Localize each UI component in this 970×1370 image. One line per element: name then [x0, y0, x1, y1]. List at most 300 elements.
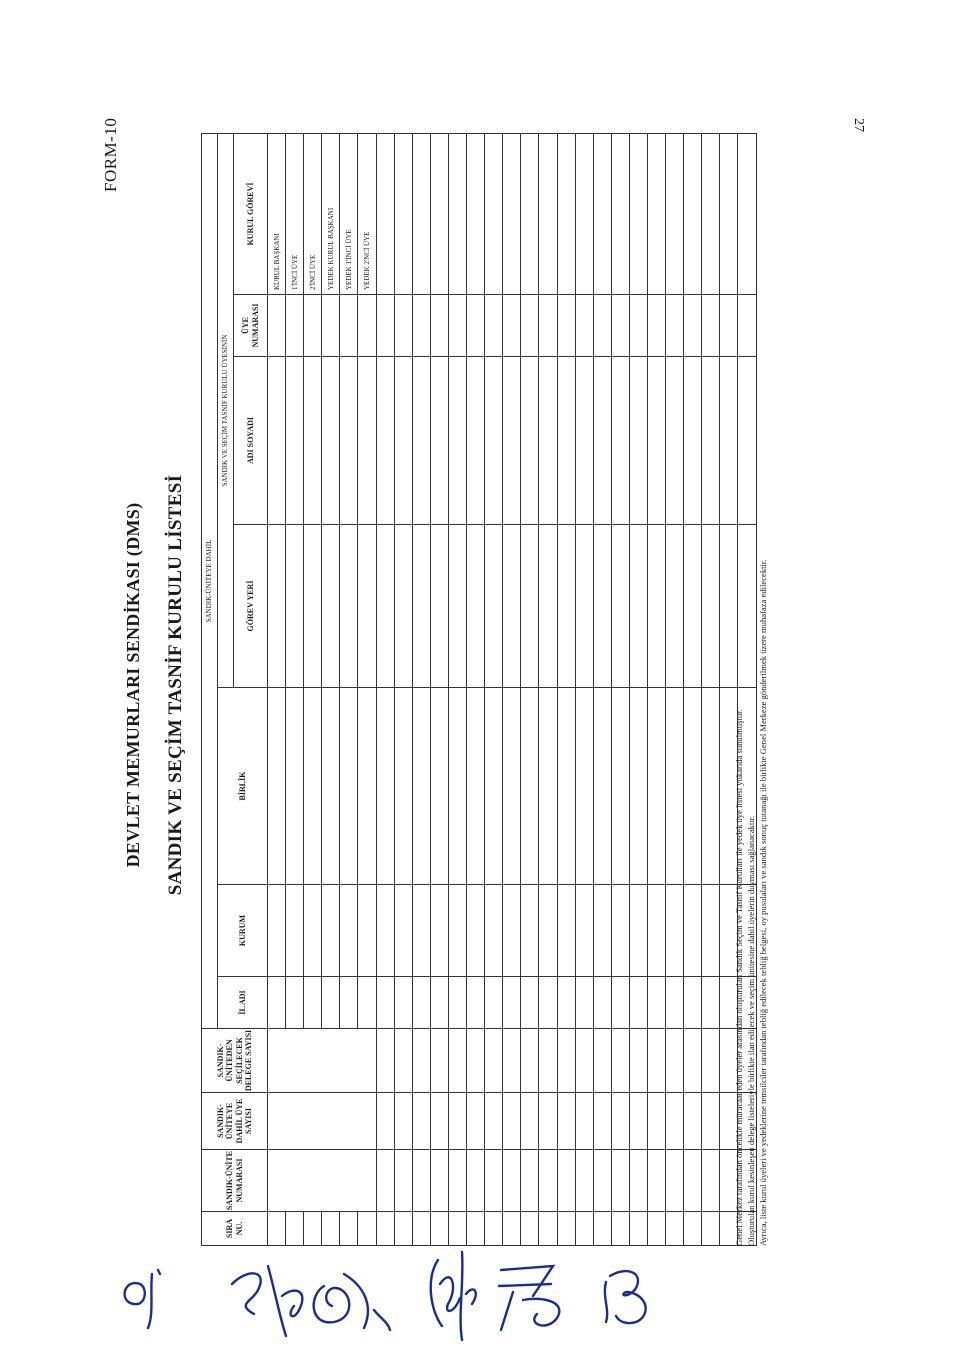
cell [448, 977, 466, 1029]
cell [521, 1093, 539, 1150]
cell [666, 357, 684, 525]
cell [521, 1212, 539, 1246]
cell [539, 1212, 557, 1246]
cell [666, 1150, 684, 1212]
cell [629, 885, 647, 977]
cell [430, 525, 448, 688]
cell-kurul-gorevi: 1'İNCİ ÜYE [286, 133, 304, 294]
organization-title: DEVLET MEMURLARI SENDİKASI (DMS) [123, 502, 143, 868]
cell [376, 688, 394, 885]
cell [593, 357, 611, 525]
cell [557, 357, 575, 525]
cell [376, 1150, 394, 1212]
cell [412, 1150, 430, 1212]
header-birlik: BİRLİK [218, 688, 268, 885]
cell [611, 977, 629, 1029]
table-row [702, 133, 720, 1245]
cell [485, 295, 503, 357]
cell [376, 1093, 394, 1150]
cell [467, 295, 485, 357]
cell [322, 977, 340, 1029]
cell [575, 1029, 593, 1093]
cell [268, 885, 286, 977]
cell [376, 1029, 394, 1093]
cell [702, 688, 720, 885]
cell [611, 295, 629, 357]
cell [394, 885, 412, 977]
header-uye-sayisi: SANDIK-ÜNİTEYE DAHİL ÜYE SAYISI [202, 1093, 268, 1150]
cell [340, 885, 358, 977]
cell-kurul-gorevi [702, 133, 720, 294]
cell [467, 1093, 485, 1150]
cell-kurul-gorevi [448, 133, 466, 294]
document-title: SANDIK VE SEÇİM TASNİF KURULU LİSTESİ [165, 474, 186, 896]
cell [684, 1093, 702, 1150]
cell-kurul-gorevi [430, 133, 448, 294]
cell [702, 295, 720, 357]
cell [430, 688, 448, 885]
signature-3 [418, 1244, 492, 1346]
cell [647, 295, 665, 357]
cell [485, 525, 503, 688]
cell [304, 525, 322, 688]
group-header-sandik-uniteye-dahil: SANDIK-ÜNİTEYE DAHİL [202, 133, 218, 1028]
cell [376, 885, 394, 977]
committee-table [201, 133, 757, 1246]
footnote: Ayrıca, liste kurul üyeleri ve yedeklerine temsilciler tarafından tebliğ edilecek tebliğ belgesi, oy pusulaları ve sandık sonuç tutanağı ile birlikte Genel Merkeze gönderilmek üzere muhafaza edilecektir. [758, 559, 768, 1246]
footnote: Genel Merkez tarafından öncelikle müracaat eden üyeler arasından oluşturulan Sandık Seçim ve Tasnif Kurulları ile yedek üye listesi yukarıda sunulmuştur. [734, 709, 744, 1246]
cell-delege-sayisi [268, 1029, 377, 1093]
table-row [430, 133, 448, 1245]
cell [304, 885, 322, 977]
rotated-page-content [85, 0, 785, 1370]
cell [448, 1029, 466, 1093]
header-adi-soyadi: ADI SOYADI [234, 357, 268, 525]
cell [448, 1212, 466, 1246]
signature-2 [224, 1256, 394, 1348]
cell [521, 688, 539, 885]
cell [575, 357, 593, 525]
table-row [593, 133, 611, 1245]
signature-4 [493, 1256, 575, 1336]
cell [430, 1150, 448, 1212]
cell-kurul-gorevi [575, 133, 593, 294]
cell-kurul-gorevi [611, 133, 629, 294]
cell [340, 688, 358, 885]
table-row [412, 133, 430, 1245]
cell-kurul-gorevi: 2'İNCİ ÜYE [304, 133, 322, 294]
cell [647, 688, 665, 885]
cell-kurul-gorevi: YEDEK KURUL BAŞKANI [322, 133, 340, 294]
cell-kurul-gorevi [376, 133, 394, 294]
cell-kurul-gorevi: YEDEK 1'İNCİ ÜYE [340, 133, 358, 294]
cell-kurul-gorevi [539, 133, 557, 294]
cell-kurul-gorevi [629, 133, 647, 294]
cell [557, 1212, 575, 1246]
cell [593, 1093, 611, 1150]
cell [376, 295, 394, 357]
cell [647, 885, 665, 977]
table-row [611, 133, 629, 1245]
cell [647, 977, 665, 1029]
cell [286, 525, 304, 688]
table-row [666, 133, 684, 1245]
cell [684, 1150, 702, 1212]
cell [322, 1212, 340, 1246]
cell [394, 357, 412, 525]
table-row [467, 133, 485, 1245]
cell [702, 357, 720, 525]
table-row [394, 133, 412, 1245]
cell [557, 1150, 575, 1212]
cell [430, 1212, 448, 1246]
cell [412, 295, 430, 357]
cell [485, 885, 503, 977]
cell [340, 977, 358, 1029]
cell [268, 688, 286, 885]
cell [448, 885, 466, 977]
cell [412, 885, 430, 977]
cell [340, 1212, 358, 1246]
cell [611, 688, 629, 885]
cell [503, 885, 521, 977]
cell [539, 1150, 557, 1212]
cell [593, 525, 611, 688]
cell [666, 1029, 684, 1093]
cell [358, 357, 376, 525]
cell [557, 1029, 575, 1093]
cell [629, 688, 647, 885]
cell [358, 977, 376, 1029]
cell [412, 1093, 430, 1150]
cell [467, 688, 485, 885]
cell [684, 357, 702, 525]
cell [539, 885, 557, 977]
cell [394, 977, 412, 1029]
cell [394, 1029, 412, 1093]
cell [394, 295, 412, 357]
cell [666, 295, 684, 357]
cell [358, 525, 376, 688]
cell [684, 688, 702, 885]
cell [611, 885, 629, 977]
cell [376, 977, 394, 1029]
cell [684, 295, 702, 357]
cell [430, 295, 448, 357]
cell [684, 525, 702, 688]
cell [448, 1093, 466, 1150]
signature-5 [596, 1262, 658, 1328]
cell [593, 885, 611, 977]
cell-kurul-gorevi [521, 133, 539, 294]
cell [647, 357, 665, 525]
cell [521, 525, 539, 688]
cell [304, 977, 322, 1029]
cell [340, 525, 358, 688]
cell [467, 977, 485, 1029]
cell [629, 1093, 647, 1150]
signature-1 [112, 1262, 188, 1332]
cell [448, 295, 466, 357]
cell-kurul-gorevi [412, 133, 430, 294]
table-row [521, 133, 539, 1245]
cell [268, 525, 286, 688]
cell [286, 885, 304, 977]
cell [647, 1212, 665, 1246]
cell [557, 885, 575, 977]
cell [503, 525, 521, 688]
cell [268, 977, 286, 1029]
header-delege-sayisi: SANDIK-ÜNİTEDEN SEÇİLECEK DELEGE SAYISI [202, 1029, 268, 1093]
cell [503, 1212, 521, 1246]
cell [666, 688, 684, 885]
cell [503, 295, 521, 357]
cell [376, 357, 394, 525]
cell [702, 885, 720, 977]
cell [485, 688, 503, 885]
cell [666, 525, 684, 688]
cell [629, 977, 647, 1029]
footnote: Oluşturulan kurul kesinleşen delege listeleriyle birlikte ilan edilecek ve seçim ünitesine dahil üyelerin duyması sağlanacaktır. [746, 815, 756, 1246]
cell [467, 1212, 485, 1246]
cell [286, 1212, 304, 1246]
table-row [575, 133, 593, 1245]
cell [702, 977, 720, 1029]
cell [611, 525, 629, 688]
header-kurum: KURUM [218, 885, 268, 977]
cell [412, 688, 430, 885]
cell [304, 1212, 322, 1246]
cell [557, 525, 575, 688]
form-number: FORM-10 [101, 117, 120, 192]
cell [412, 1029, 430, 1093]
cell [304, 295, 322, 357]
cell [575, 1150, 593, 1212]
cell-kurul-gorevi [647, 133, 665, 294]
cell [611, 1150, 629, 1212]
table-row [629, 133, 647, 1245]
cell [557, 688, 575, 885]
cell [557, 1093, 575, 1150]
table-row [684, 133, 702, 1245]
cell [448, 1150, 466, 1212]
cell [322, 295, 340, 357]
cell [358, 1212, 376, 1246]
cell [702, 1093, 720, 1150]
cell [666, 977, 684, 1029]
cell [611, 1029, 629, 1093]
cell-kurul-gorevi [593, 133, 611, 294]
cell [575, 525, 593, 688]
cell [412, 977, 430, 1029]
cell [702, 1150, 720, 1212]
cell [521, 977, 539, 1029]
cell [521, 357, 539, 525]
cell [521, 1150, 539, 1212]
cell [268, 1212, 286, 1246]
cell [322, 525, 340, 688]
cell [593, 1029, 611, 1093]
footnotes [733, 66, 769, 1246]
cell-sandik-unite-no [268, 1150, 377, 1212]
cell [539, 1093, 557, 1150]
header-kurul-gorevi: KURUL GÖREVİ [234, 133, 268, 294]
cell [702, 1212, 720, 1246]
cell [485, 1212, 503, 1246]
cell [394, 525, 412, 688]
cell [666, 885, 684, 977]
cell [702, 525, 720, 688]
cell [593, 1150, 611, 1212]
cell [485, 1150, 503, 1212]
cell [539, 525, 557, 688]
header-sira-no: SIRA NU. [202, 1212, 268, 1246]
cell [286, 688, 304, 885]
cell [611, 1212, 629, 1246]
cell-kurul-gorevi [557, 133, 575, 294]
cell [575, 1093, 593, 1150]
cell [485, 1029, 503, 1093]
cell [629, 295, 647, 357]
cell [286, 357, 304, 525]
cell [684, 1212, 702, 1246]
cell [448, 525, 466, 688]
cell [286, 295, 304, 357]
cell [666, 1093, 684, 1150]
cell [485, 977, 503, 1029]
table-row [485, 133, 503, 1245]
cell [539, 688, 557, 885]
cell [376, 1212, 394, 1246]
cell [539, 357, 557, 525]
cell-kurul-gorevi [394, 133, 412, 294]
cell [503, 1029, 521, 1093]
cell [521, 295, 539, 357]
cell [521, 1029, 539, 1093]
cell [340, 295, 358, 357]
cell [358, 885, 376, 977]
cell [593, 1212, 611, 1246]
cell [629, 1212, 647, 1246]
cell [575, 1212, 593, 1246]
cell [430, 977, 448, 1029]
cell [394, 1212, 412, 1246]
cell [394, 1093, 412, 1150]
cell [593, 688, 611, 885]
cell [539, 1029, 557, 1093]
cell-kurul-gorevi [485, 133, 503, 294]
cell [575, 688, 593, 885]
cell [412, 1212, 430, 1246]
cell-kurul-gorevi [503, 133, 521, 294]
cell [539, 977, 557, 1029]
cell [358, 688, 376, 885]
cell [647, 1093, 665, 1150]
cell [666, 1212, 684, 1246]
table-row [268, 133, 286, 1245]
cell [593, 977, 611, 1029]
cell [394, 1150, 412, 1212]
cell [575, 295, 593, 357]
cell [340, 357, 358, 525]
cell [430, 1029, 448, 1093]
cell-kurul-gorevi [467, 133, 485, 294]
group-header-kurul-uyesi: SANDIK VE SEÇİM TASNİF KURULU ÜYESİNİN [218, 133, 234, 687]
cell [268, 357, 286, 525]
cell [304, 357, 322, 525]
cell [539, 295, 557, 357]
cell [394, 688, 412, 885]
cell [322, 885, 340, 977]
table-row [448, 133, 466, 1245]
cell [376, 525, 394, 688]
cell [485, 1093, 503, 1150]
cell [412, 357, 430, 525]
cell [647, 525, 665, 688]
cell [521, 885, 539, 977]
cell [647, 1150, 665, 1212]
cell [684, 977, 702, 1029]
cell-kurul-gorevi [684, 133, 702, 294]
cell [467, 1029, 485, 1093]
cell [448, 357, 466, 525]
header-gorev-yeri: GÖREV YERİ [234, 525, 268, 688]
cell [322, 357, 340, 525]
cell [503, 977, 521, 1029]
header-sandik-unite-no: SANDIK-ÜNİTE NUMARASI [202, 1150, 268, 1212]
cell [467, 1150, 485, 1212]
table-row [557, 133, 575, 1245]
cell [485, 357, 503, 525]
cell [467, 525, 485, 688]
cell [358, 295, 376, 357]
cell [647, 1029, 665, 1093]
cell [611, 357, 629, 525]
table-row [647, 133, 665, 1245]
cell [629, 1029, 647, 1093]
cell [611, 1093, 629, 1150]
cell [629, 357, 647, 525]
header-uye-numarasi: ÜYE NUMARASI [234, 295, 268, 357]
cell [286, 977, 304, 1029]
cell [430, 885, 448, 977]
cell [304, 688, 322, 885]
cell [430, 1093, 448, 1150]
cell [684, 885, 702, 977]
cell [702, 1029, 720, 1093]
cell [575, 885, 593, 977]
cell [467, 885, 485, 977]
cell [412, 525, 430, 688]
header-il-adi: İL ADI [218, 977, 268, 1029]
table-body [268, 133, 757, 1245]
table-row [376, 133, 394, 1245]
cell [629, 525, 647, 688]
cell [575, 977, 593, 1029]
cell [557, 295, 575, 357]
cell [268, 295, 286, 357]
cell [503, 1093, 521, 1150]
cell-kurul-gorevi [666, 133, 684, 294]
cell [430, 357, 448, 525]
cell [629, 1150, 647, 1212]
cell [448, 688, 466, 885]
table-row [503, 133, 521, 1245]
cell-kurul-gorevi: YEDEK 2'NCİ ÜYE [358, 133, 376, 294]
cell [467, 357, 485, 525]
table-row [539, 133, 557, 1245]
cell [503, 1150, 521, 1212]
